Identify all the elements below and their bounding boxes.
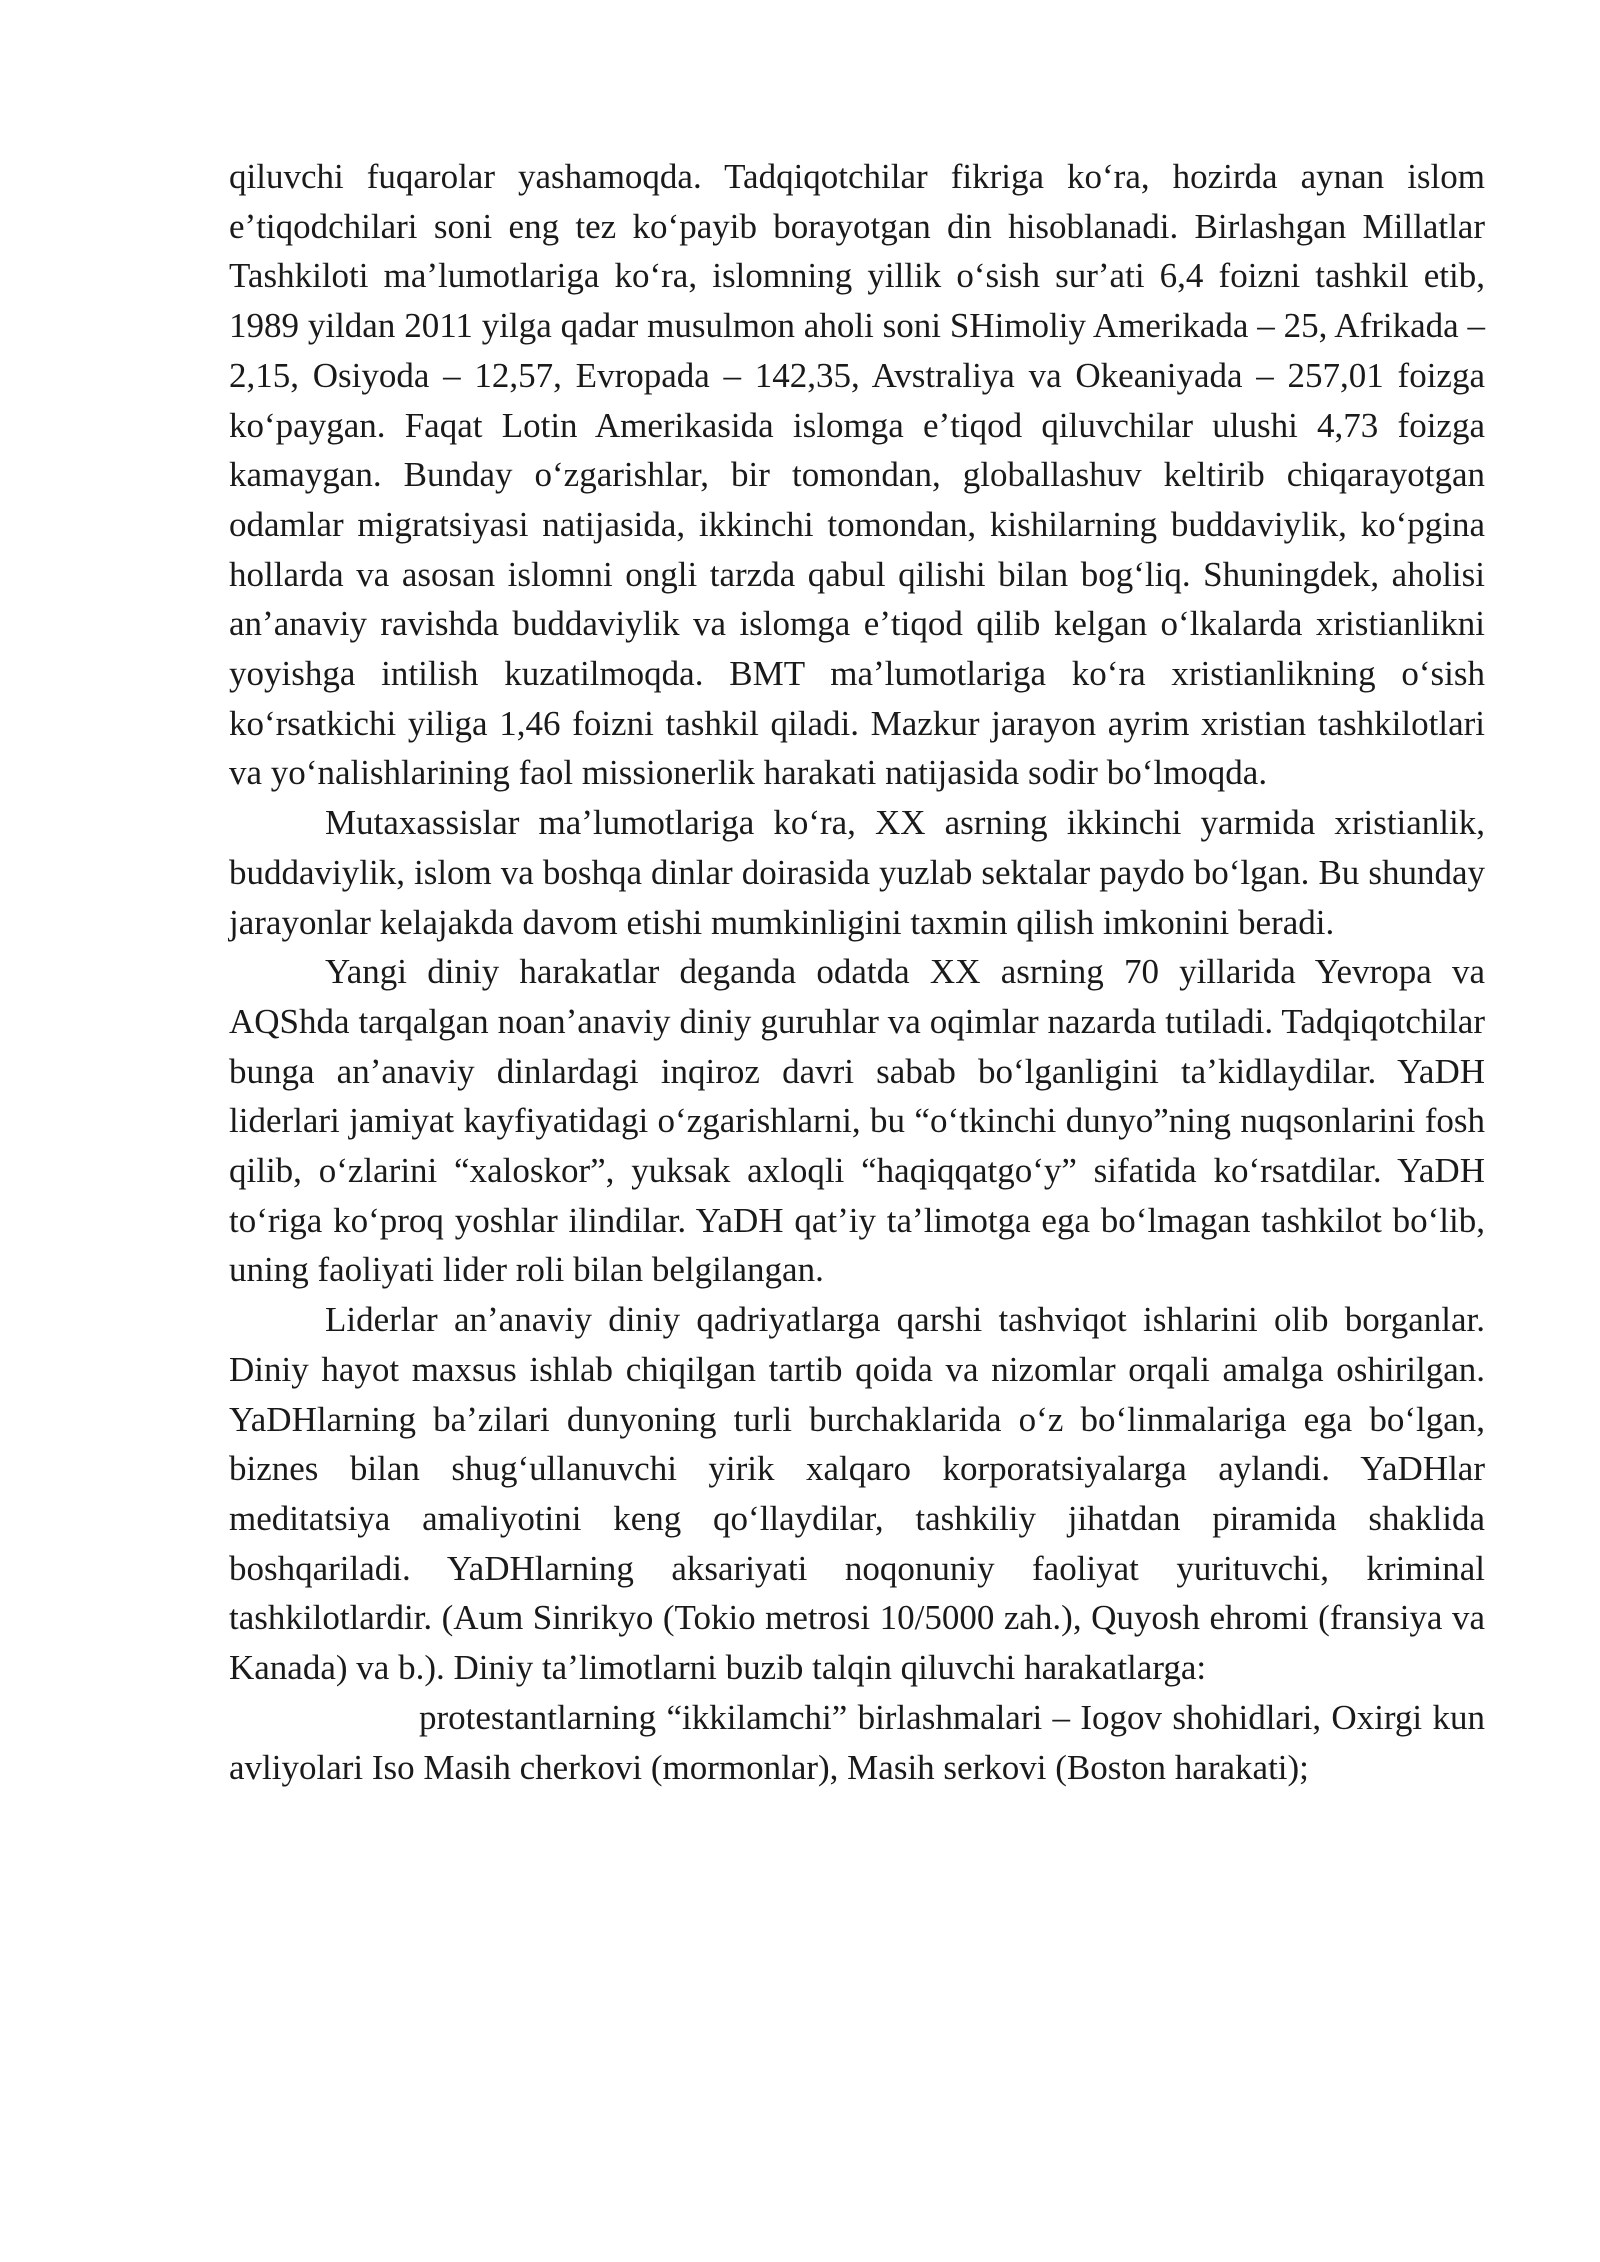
paragraph-3: Yangi diniy harakatlar deganda odatda XX asrning 70 yillarida Yevropa va AQShda tarqalgan noanʼanaviy diniy guruhlar va oqimlar nazarda tutiladi. Tadqiqotchilar bunga anʼanaviy dinlardagi inqiroz davri sabab boʻlganligini taʼkidlaydilar. YaDH liderlari jamiyat kayfiyatidagi oʻzgarishlarni, bu “oʻtkinchi dunyo”ning nuqsonlarini fosh qilib, oʻzlarini “xaloskor”, yuksak axloqli “haqiqqatgoʻy” sifatida koʻrsatdilar. YaDH toʻriga koʻproq yoshlar ilindilar. YaDH qatʼiy taʼlimotga ega boʻlmagan tashkilot boʻlib, uning faoliyati lider roli bilan belgilangan. [229, 952, 1485, 1290]
document-page [229, 152, 1485, 1792]
paragraph-1: qiluvchi fuqarolar yashamoqda. Tadqiqotchilar fikriga koʻra, hozirda aynan islom eʼtiqodchilari soni eng tez koʻpayib borayotgan din hisoblanadi. Birlashgan Millatlar Tashkiloti maʼlumotlariga koʻra, islomning yillik oʻsish surʼati 6,4 foizni tashkil etib, 1989 yildan 2011 yilga qadar musulmon aholi soni SHimoliy Amerikada – 25, Afrikada – 2,15, Osiyoda – 12,57, Evropada – 142,35, Avstraliya va Okeaniyada – 257,01 foizga koʻpaygan. Faqat Lotin Amerikasida islomga eʼtiqod qiluvchilar ulushi 4,73 foizga kamaygan. Bunday oʻzgarishlar, bir tomondan, globallashuv keltirib chiqarayotgan odamlar migratsiyasi natijasida, ikkinchi tomondan, kishilarning buddaviylik, koʻpgina hollarda va asosan islomni ongli tarzda qabul qilishi bilan bogʻliq. Shuningdek, aholisi anʼanaviy ravishda buddaviylik va islomga eʼtiqod qilib kelgan oʻlkalarda xristianlikni yoyishga intilish kuzatilmoqda. BMT maʼlumotlariga koʻra xristianlikning oʻsish koʻrsatkichi yiliga 1,46 foizni tashkil qiladi. Mazkur jarayon ayrim xristian tashkilotlari va yoʻnalishlarining faol missionerlik harakati natijasida sodir boʻlmoqda. [229, 157, 1485, 793]
paragraph-2: Mutaxassislar maʼlumotlariga koʻra, XX asrning ikkinchi yarmida xristianlik, buddaviylik, islom va boshqa dinlar doirasida yuzlab sektalar paydo boʻlgan. Bu shunday jarayonlar kelajakda davom etishi mumkinligini taxmin qilish imkonini beradi. [229, 803, 1485, 942]
list-item-1: protestantlarning “ikkilamchi” birlashmalari – Iogov shohidlari, Oxirgi kun avliyolari Iso Masih cherkovi (mormonlar), Masih serkovi (Boston harakati); [229, 1697, 1485, 1787]
paragraph-4: Liderlar anʼanaviy diniy qadriyatlarga qarshi tashviqot ishlarini olib borganlar. Diniy hayot maxsus ishlab chiqilgan tartib qoida va nizomlar orqali amalga oshirilgan. YaDHlarning baʼzilari dunyoning turli burchaklarida oʻz boʻlinmalariga ega boʻlgan, biznes bilan shugʻullanuvchi yirik xalqaro korporatsiyalarga aylandi. YaDHlar meditatsiya amaliyotini keng qoʻllaydilar, tashkiliy jihatdan piramida shaklida boshqariladi. YaDHlarning aksariyati noqonuniy faoliyat yurituvchi, kriminal tashkilotlardir. (Aum Sinrikyo (Tokio metrosi 10/5000 zah.), Quyosh ehromi (fransiya va Kanada) va b.). Diniy taʼlimotlarni buzib talqin qiluvchi harakatlarga: [229, 1300, 1485, 1688]
